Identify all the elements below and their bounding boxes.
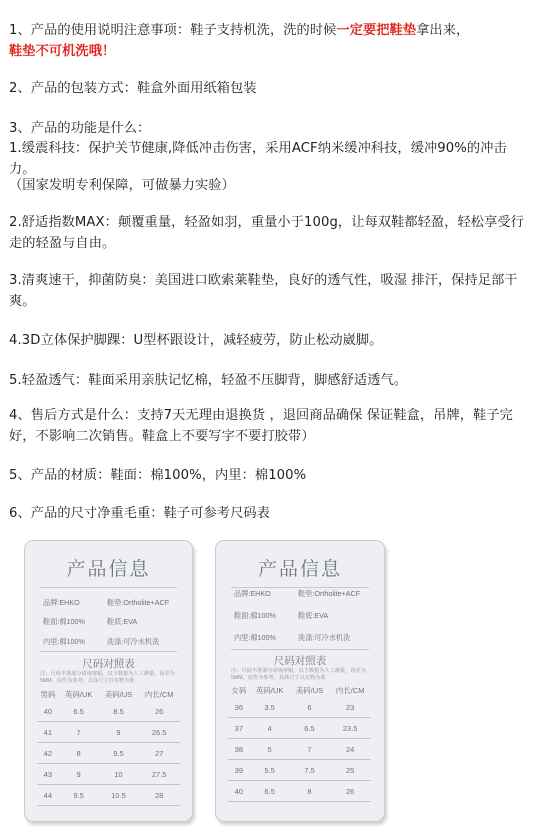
- cell: 26.5: [138, 722, 180, 743]
- spec-upper: 鞋面:棉100%: [234, 611, 276, 620]
- spec-upper: 鞋面:棉100%: [43, 617, 85, 626]
- cell: 10.5: [99, 785, 139, 806]
- spec-lining: 内里:棉100%: [43, 637, 85, 646]
- item-ankle-protection: 4.3D立体保护脚踝：U型杯跟设计，减轻疲劳，防止松动崴脚。: [9, 333, 383, 348]
- cell: 23: [329, 697, 371, 718]
- cell: 43: [37, 764, 59, 785]
- size-chart-table: [228, 683, 371, 802]
- cell: 10: [99, 764, 139, 785]
- item-size-weight: 6、产品的尺寸净重毛重：鞋子可参考尺码表: [9, 506, 270, 521]
- divider: [231, 649, 369, 650]
- col-us: 美码/US: [295, 685, 324, 695]
- size-chart-title: 尺码对照表: [273, 655, 327, 667]
- col-us: 美码/US: [104, 689, 133, 699]
- item-cushioning: 1.缓震科技：保护关节健康,降低冲击伤害，采用ACF纳米缓冲科技，缓冲90%的冲击力。: [9, 141, 507, 177]
- size-chart-note: 注：尺码不准部分请询客服，以下数据为人工测量，误差为5MM，仅作为参考，具体尺寸以实物为准: [40, 671, 175, 684]
- spec-lining: 内里:棉100%: [234, 633, 276, 642]
- cell: 8: [59, 743, 99, 764]
- table-row: [228, 718, 371, 739]
- cell: 6.5: [59, 701, 99, 722]
- item-dry-odor: 3.清爽速干，抑菌防臭：美国进口欧索莱鞋垫，良好的透气性，吸湿 排汗，保持足部干爽。: [9, 273, 518, 309]
- cell: 9.5: [99, 743, 139, 764]
- table-row: [37, 743, 180, 764]
- cell: 40: [228, 781, 250, 802]
- col-uk: 英码/UK: [64, 689, 93, 699]
- col-length: 内长/CM: [144, 689, 174, 699]
- cell: 24: [329, 739, 371, 760]
- cell: 9.5: [59, 785, 99, 806]
- spec-brand: 品牌:EHKO: [43, 598, 80, 607]
- cell: 38: [228, 739, 250, 760]
- cell: 36: [228, 697, 250, 718]
- cell: 8.5: [99, 701, 139, 722]
- cell: 37: [228, 718, 250, 739]
- cell: 6.5: [290, 718, 330, 739]
- col-uk: 英码/UK: [255, 685, 284, 695]
- size-chart-note: 注：尺码不准部分请询客服，以下数据为人工测量，误差为5MM，仅作为参考，具体尺寸以实物为准: [231, 668, 366, 681]
- size-chart-table: [37, 687, 180, 806]
- cell: 42: [37, 743, 59, 764]
- col-size: 女码: [231, 685, 247, 695]
- cell: 39: [228, 760, 250, 781]
- item-comfort: 2.舒适指数MAX：颠覆重量，轻盈如羽，重量小于100g，让每双鞋都轻盈，轻松享受行走的轻盈与自由。: [9, 215, 524, 251]
- divider: [231, 587, 369, 588]
- cell: 4: [250, 718, 290, 739]
- spec-sole: 鞋底:EVA: [298, 611, 329, 620]
- cell: 3.5: [250, 697, 290, 718]
- cell: 27.5: [138, 764, 180, 785]
- table-row: [37, 785, 180, 806]
- item-material: 5、产品的材质：鞋面：棉100%，内里：棉100%: [9, 468, 307, 483]
- spec-insole: 鞋垫:Ortholite+ACF: [298, 589, 361, 598]
- table-row: [228, 697, 371, 718]
- card-title: 产品信息: [66, 559, 151, 580]
- spec-wash: 洗涤:可冷水机洗: [298, 633, 351, 642]
- cell: 27: [138, 743, 180, 764]
- cell: 44: [37, 785, 59, 806]
- cell: 41: [37, 722, 59, 743]
- cell: 26: [329, 781, 371, 802]
- table-row: [37, 722, 180, 743]
- item-breathable: 5.轻盈透气：鞋面采用亲肤记忆棉，轻盈不压脚背，脚感舒适透气。: [9, 373, 408, 388]
- card-title: 产品信息: [257, 559, 342, 580]
- table-row: [228, 760, 371, 781]
- table-row: [37, 701, 180, 722]
- size-chart-title: 尺码对照表: [82, 658, 135, 670]
- col-size: 男码: [40, 689, 56, 699]
- cell: 9: [59, 764, 99, 785]
- divider: [40, 587, 177, 588]
- cell: 6.5: [250, 781, 290, 802]
- size-chart-header: [37, 687, 180, 701]
- table-row: [37, 764, 180, 785]
- table-row: [228, 781, 371, 802]
- item-usage-notes: [9, 20, 545, 62]
- usage-notes-text-2: 拿出来，: [416, 23, 470, 38]
- cell: 25: [329, 760, 371, 781]
- cell: 40: [37, 701, 59, 722]
- product-info-card-men: [24, 540, 193, 822]
- spec-insole: 鞋垫:Ortholite+ACF: [107, 598, 170, 607]
- cell: 5: [250, 739, 290, 760]
- item-packaging: 2、产品的包装方式：鞋盒外面用纸箱包装: [9, 81, 257, 96]
- product-info-card-women: [215, 540, 385, 822]
- table-row: [228, 739, 371, 760]
- spec-wash: 洗涤:可冷水机洗: [107, 637, 160, 646]
- cell: 7: [59, 722, 99, 743]
- item-patent-note: （国家发明专利保障，可做暴力实验）: [9, 178, 235, 193]
- divider: [40, 651, 177, 652]
- cell: 23.5: [329, 718, 371, 739]
- usage-warning-highlight: 一定要把鞋垫: [336, 23, 417, 38]
- usage-notes-text: 1、产品的使用说明注意事项：鞋子支持机洗，洗的时候: [9, 23, 337, 38]
- cell: 8: [290, 781, 330, 802]
- cell: 28: [138, 785, 180, 806]
- cell: 26: [138, 701, 180, 722]
- size-chart-header: [228, 683, 371, 697]
- col-length: 内长/CM: [335, 685, 365, 695]
- cell: 6: [290, 697, 330, 718]
- cell: 5.5: [250, 760, 290, 781]
- item-functions-heading: 3、产品的功能是什么：: [9, 121, 151, 136]
- spec-sole: 鞋底:EVA: [107, 617, 138, 626]
- spec-brand: 品牌:EHKO: [234, 589, 271, 598]
- cell: 7: [290, 739, 330, 760]
- cell: 9: [99, 722, 139, 743]
- item-after-sales: 4、售后方式是什么：支持7天无理由退换货 ，退回商品确保 保证鞋盒，吊牌，鞋子完好，不影响二次销售。鞋盒上不要写字不要打胶带）: [9, 408, 513, 444]
- usage-warning-insole: 鞋垫不可机洗哦！: [9, 44, 116, 59]
- cell: 7.5: [290, 760, 330, 781]
